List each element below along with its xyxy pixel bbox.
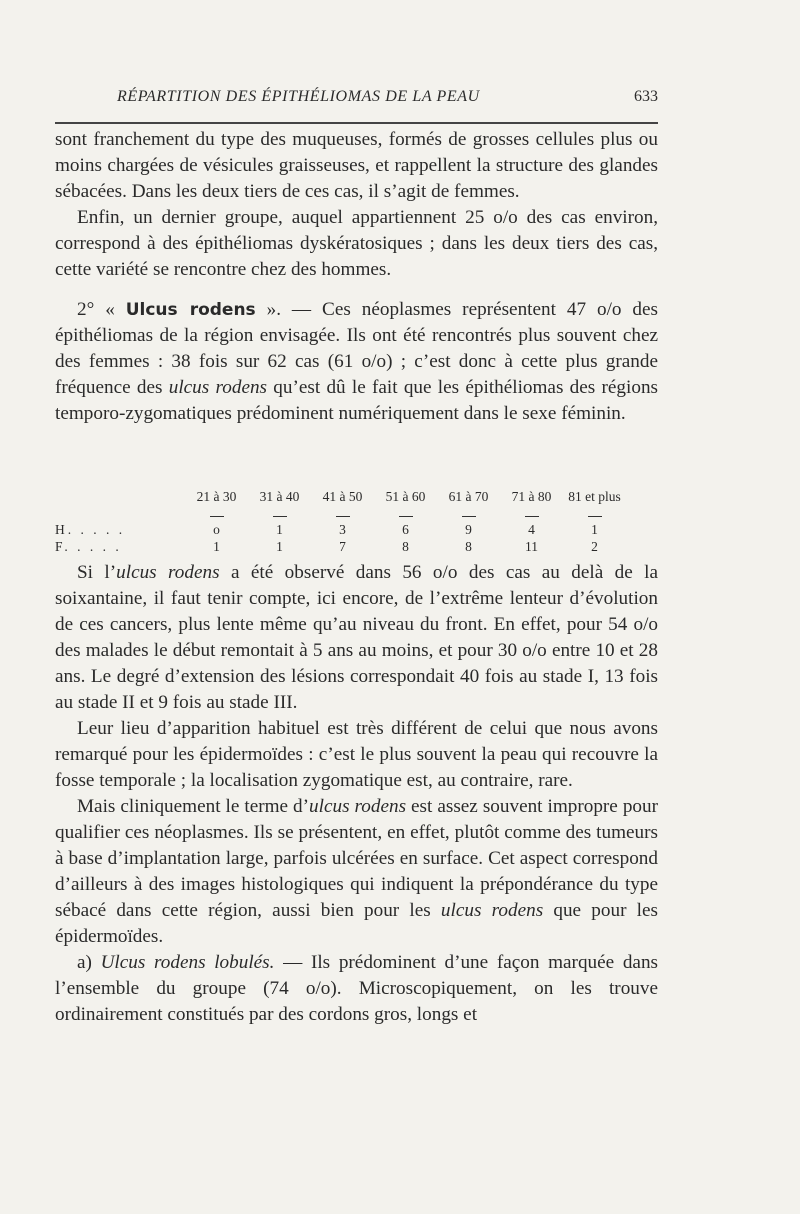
dash-mark (336, 516, 350, 517)
table-dash-row (55, 505, 626, 521)
page-header (55, 88, 658, 118)
paragraph-7-start: a) (77, 952, 101, 973)
body-text-bottom (55, 560, 658, 1028)
dash-mark (399, 516, 413, 517)
table-cell: o (213, 522, 220, 537)
page-number: 633 (634, 88, 658, 105)
paragraph-7-text: — Ils prédominent d’une façon marquée dans l’ensemble du groupe (74 o/o). Microscopiquement, on les trouve ordinairement constitués par des cordons gros, longs et (55, 952, 659, 1025)
dash-mark (273, 516, 287, 517)
column-header: 31 à 40 (259, 489, 300, 504)
paragraph-6-start: Mais cliniquement le terme d’ (77, 796, 310, 817)
paragraph-3-text: ». — Ces néoplasmes représentent 47 o/o des épithéliomas de la région envisagée. Ils ont été rencontrés plus souvent chez des femmes : 38 fois sur 62 cas (61 o/o) ; c’est donc à cette plus grande fréquence des (55, 299, 658, 398)
paragraph-6-italic-2: ulcus rodens (440, 900, 544, 921)
paragraph-4-text: a été observé dans 56 o/o des cas au delà de la soixantaine, il faut tenir compte, ici encore, de l’extrême lenteur d’évolution de ces cancers, plus lente même qu’au niveau du front. En effet, pour 54 o/o des malades le début remontait à 5 ans au moins, et pour 30 o/o entre 10 et 28 ans. Le degré d’extension des lésions correspondait 40 fois au stade I, 13 fois au stade II et 9 fois au stade III. (55, 562, 658, 713)
table-cell: 7 (339, 539, 346, 554)
row-label: H. . . . . (55, 522, 126, 537)
paragraph-3-end: qu’est dû le fait que les épithéliomas des régions temporo-zygomatiques prédominent numériquement dans le sexe féminin. (55, 377, 659, 424)
paragraph-2: Enfin, un dernier groupe, auquel appartiennent 25 o/o des cas environ, correspond à des épithéliomas dyskératosiques ; dans les deux tiers des cas, cette variété se rencontre chez des hommes. (55, 207, 658, 280)
table-cell: 2 (591, 539, 598, 554)
table-row-femmes (55, 538, 626, 555)
paragraph-4-start: Si l’ (77, 562, 117, 583)
body-text-top (55, 127, 658, 427)
paragraph-6 (55, 794, 658, 950)
table-row-hommes (55, 521, 626, 538)
table-cell: 8 (402, 539, 409, 554)
table-cell: 3 (339, 522, 346, 537)
paragraph-1: sont franchement du type des muqueuses, formés de grosses cellules plus ou moins chargées de vésicules graisseuses, et rappellent la structure des glandes sébacées. Dans les deux tiers de ces cas, il s’agit de femmes. (55, 129, 658, 202)
row-label: F. . . . . (55, 539, 122, 554)
column-header: 81 et plus (568, 489, 621, 504)
table-cell: 1 (276, 539, 283, 554)
table-cell: 1 (591, 522, 598, 537)
paragraph-6-end: que pour les épidermoïdes. (55, 900, 658, 947)
paragraph-3 (55, 297, 658, 427)
table-cell: 1 (276, 522, 283, 537)
paragraph-5: Leur lieu d’apparition habituel est très différent de celui que nous avons remarqué pour les épidermoïdes : c’est le plus souvent la peau qui recouvre la fosse temporale ; la localisation zygomatique est, au contraire, rare. (55, 718, 658, 791)
column-header: 51 à 60 (385, 489, 426, 504)
paragraph-3-italic: ulcus rodens (168, 377, 268, 398)
table-cell: 6 (402, 522, 409, 537)
table-cell: 11 (525, 539, 538, 554)
column-header: 61 à 70 (448, 489, 489, 504)
column-header: 71 à 80 (511, 489, 552, 504)
section-number: 2° « (77, 299, 126, 320)
header-rule (55, 122, 658, 124)
table-cell: 9 (465, 522, 472, 537)
dash-mark (462, 516, 476, 517)
age-distribution-table (55, 488, 658, 555)
paragraph-7-italic: Ulcus rodens lobulés. (100, 952, 275, 973)
paragraph-4-italic: ulcus rodens (116, 562, 220, 583)
table-cell: 1 (213, 539, 220, 554)
dash-mark (525, 516, 539, 517)
paragraph-6-italic-1: ulcus rodens (309, 796, 407, 817)
paragraph-4 (55, 560, 658, 716)
table-cell: 8 (465, 539, 472, 554)
running-title: RÉPARTITION DES ÉPITHÉLIOMAS DE LA PEAU (117, 88, 480, 105)
paragraph-7 (55, 950, 658, 1028)
table-header-row (55, 488, 626, 505)
section-title: Ulcus rodens (125, 300, 256, 320)
table-cell: 4 (528, 522, 535, 537)
dash-mark (210, 516, 224, 517)
dash-mark (588, 516, 602, 517)
column-header: 41 à 50 (322, 489, 363, 504)
paragraph-6-text: est assez souvent impropre pour qualifier ces néoplasmes. Ils se présentent, en effet, plutôt comme des tumeurs à base d’implantation large, parfois ulcérées en surface. Cet aspect correspond d’ailleurs à des images histologiques qui indiquent la prépondérance du type sébacé dans cette région, aussi bien pour les (55, 796, 658, 921)
column-header: 21 à 30 (196, 489, 237, 504)
